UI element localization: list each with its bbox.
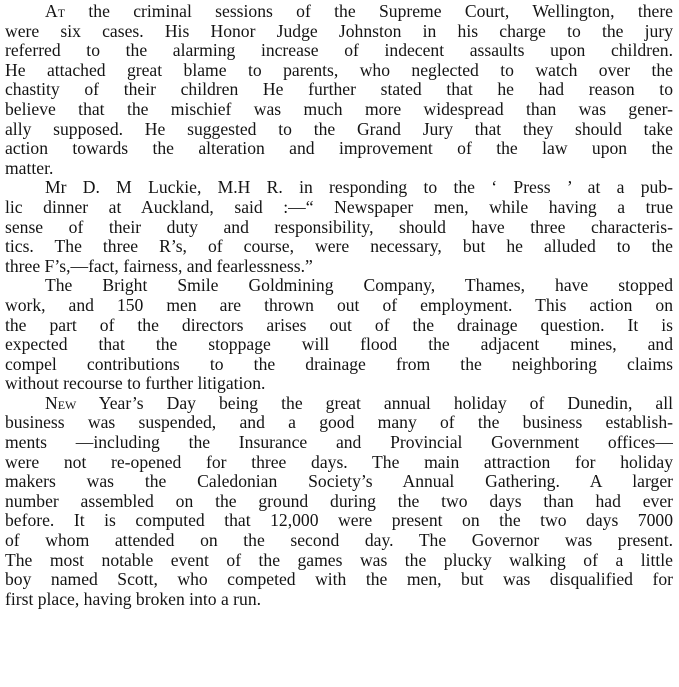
text-line: Mr D. M Luckie, M.H R. in responding to the ‘ Press ’ at a pub- [45,178,673,198]
text-line: referred to the alarming increase of indecent assaults upon children. [5,41,673,61]
text-line: before. It is computed that 12,000 were present on the two days 7000 [5,511,673,531]
text-line: chastity of their children He further stated that he had reason to [5,80,673,100]
text-line: ally supposed. He suggested to the Grand Jury that they should take [5,119,673,139]
text-line: makers was the Caledonian Society’s Annual Gathering. A larger [5,472,673,492]
paragraph-new-years-day [5,394,673,610]
text-line: without recourse to further litigation. [5,374,266,394]
lead-word: At [45,2,66,21]
text-line: action towards the alteration and improvement of the law upon the [5,139,673,159]
text-line: believe that the mischief was much more widespread than was gener- [5,99,673,119]
text-line: three F’s,—fact, fairness, and fearlessness.” [5,256,313,276]
text-line: the part of the directors arises out of the drainage question. It is [5,315,673,335]
text-line: business was suspended, and a good many of the business establish- [5,413,673,433]
text-line: New Year’s Day being the great annual holiday of Dunedin, all [45,393,673,413]
text-line: He attached great blame to parents, who neglected to watch over the [5,60,673,80]
paragraph-supreme-court [5,2,673,178]
text-line: expected that the stoppage will flood the adjacent mines, and [5,335,673,355]
text-line: ments —including the Insurance and Provincial Government offices— [5,433,673,453]
text-line: were six cases. His Honor Judge Johnston in his charge to the jury [5,21,673,41]
text-line: boy named Scott, who competed with the men, but was disqualified for [5,570,673,590]
lead-word: New [45,393,77,413]
text-line: first place, having broken into a run. [5,589,262,609]
text-line: The Bright Smile Goldmining Company, Thames, have stopped [45,276,673,296]
text-line: tics. The three R’s, of course, were necessary, but he alluded to the [5,237,673,257]
text-line: lic dinner at Auckland, said :—“ Newspaper men, while having a true [5,197,673,217]
text-line: work, and 150 men are thrown out of employment. This action on [5,295,673,315]
text-line: compel contributions to the drainage from the neighboring claims [5,354,673,374]
text-line: The most notable event of the games was the plucky walking of a little [5,550,673,570]
text-line: sense of their duty and responsibility, should have three characteris- [5,217,673,237]
paragraph-luckie-speech [5,178,673,276]
text-line: number assembled on the ground during the two days than had ever [5,491,673,511]
text-line: At the criminal sessions of the Supreme Court, Wellington, there [45,2,673,21]
text-line: of whom attended on the second day. The Governor was present. [5,531,673,551]
text-line: were not re-opened for three days. The main attraction for holiday [5,452,673,472]
paragraph-goldmining-company [5,276,673,394]
text-line: matter. [5,158,54,178]
